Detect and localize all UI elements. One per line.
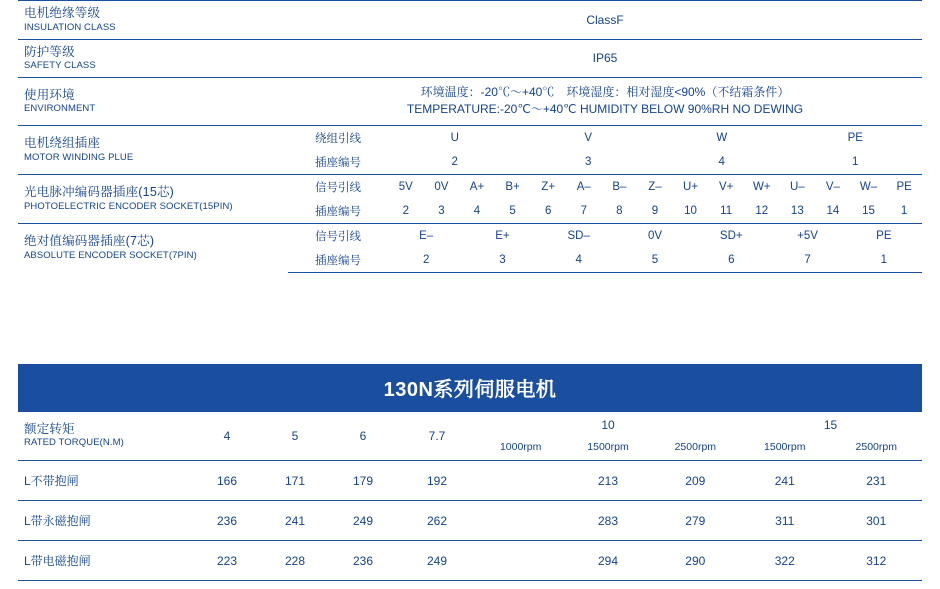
encoder15-signal-values (388, 177, 922, 197)
table-row (18, 174, 922, 199)
speed-cell: 2500rpm (674, 441, 717, 453)
row-value-insulation-class: ClassF (288, 1, 922, 40)
group-10-values (477, 541, 739, 581)
cell: 0V (647, 229, 663, 242)
encoder7-socketno-row (288, 248, 922, 273)
winding-signal-values (388, 128, 922, 148)
speed-cell: 2500rpm (855, 441, 897, 453)
cell: 3 (499, 253, 506, 266)
header-col-5: 5 (261, 412, 329, 461)
cell: Z+ (541, 180, 556, 193)
cell: 192 (397, 461, 477, 501)
specification-table (18, 0, 922, 273)
row-label-permanent-magnet-brake: L带永磁抱闸 (18, 501, 193, 541)
cell: 5 (509, 204, 516, 217)
cell: 6 (728, 253, 735, 266)
cell: E– (419, 229, 434, 242)
cell: PE (876, 229, 892, 242)
row-label-motor-winding-socket: 电机绕组插座 MOTOR WINDING PLUE (18, 125, 288, 174)
cell: 1 (900, 204, 908, 217)
cell: PE (847, 131, 863, 144)
group-15-speeds (739, 439, 922, 453)
cell: 223 (193, 541, 261, 581)
cell: 231 (866, 473, 887, 488)
cell: A– (576, 180, 591, 193)
table-header-row (18, 412, 922, 461)
winding-signal-row (288, 125, 922, 150)
header-group-15 (739, 412, 922, 461)
cell: U (450, 131, 459, 144)
header-col-7-7: 7.7 (397, 412, 477, 461)
cell: 12 (755, 204, 769, 217)
cell: 279 (685, 513, 706, 528)
cell: Z– (648, 180, 662, 193)
cell: W– (859, 180, 878, 193)
encoder7-signal-label: 信号引线 (315, 230, 361, 243)
encoder7-socketno-values (388, 250, 922, 270)
row-label-without-brake: L不带抱闸 (18, 461, 193, 501)
cell: 0V (434, 180, 449, 193)
cell: 294 (597, 553, 618, 568)
cell: 166 (193, 461, 261, 501)
cell: 322 (774, 553, 795, 568)
cell: 249 (397, 541, 477, 581)
cell: 209 (685, 473, 706, 488)
pin-row (288, 126, 922, 150)
cell: B+ (505, 180, 520, 193)
row-label-insulation-class: 电机绝缘等级 INSULATION CLASS (18, 1, 288, 40)
encoder15-signal-row (288, 174, 922, 199)
speed-cell: 1000rpm (499, 441, 542, 453)
cell: 11 (720, 204, 733, 217)
row-value-safety-class: IP65 (288, 39, 922, 78)
cell (477, 514, 564, 528)
cell: 5V (398, 180, 413, 193)
encoder15-socketno-label: 插座编号 (315, 205, 361, 218)
group-15-values (739, 501, 922, 541)
cell: 262 (397, 501, 477, 541)
cell: 7 (580, 204, 587, 217)
cell: 228 (261, 541, 329, 581)
encoder7-socketno-label: 插座编号 (315, 254, 361, 267)
cell: E+ (495, 229, 510, 242)
cell: +5V (797, 229, 818, 242)
winding-socketno-values (388, 152, 922, 172)
cell: 2 (402, 204, 409, 217)
group-10-values (477, 501, 739, 541)
table-row (18, 39, 922, 78)
cell: 179 (329, 461, 397, 501)
winding-socketno-row (288, 150, 922, 175)
cell: 236 (329, 541, 397, 581)
encoder15-socketno-values (388, 201, 922, 221)
pin-row (288, 150, 922, 174)
cell: 1 (880, 253, 888, 266)
cell: PE (896, 180, 912, 193)
cell: 4 (575, 253, 582, 266)
header-col-4: 4 (193, 412, 261, 461)
table-row (18, 78, 922, 126)
winding-signal-label: 绕组引线 (315, 132, 361, 145)
cell: 4 (718, 155, 725, 168)
cell: 311 (775, 513, 795, 528)
cell: 290 (685, 553, 706, 568)
group-10-speeds (477, 439, 739, 453)
cell: 171 (261, 461, 329, 501)
table-row (18, 1, 922, 40)
encoder15-signal-label: 信号引线 (315, 181, 361, 194)
encoder7-signal-row (288, 223, 922, 248)
cell: SD– (567, 229, 590, 242)
cell: V+ (718, 180, 734, 193)
table-row (18, 461, 922, 501)
header-group-10 (477, 412, 739, 461)
environment-line-en: TEMPERATURE:-20℃～+40℃ HUMIDITY BELOW 90%RH NO DEWING (406, 102, 804, 117)
encoder15-socketno-row (288, 199, 922, 224)
cell: 2 (451, 155, 458, 168)
row-label-electromagnetic-brake: L带电磁抱闸 (18, 541, 193, 581)
cell (477, 474, 564, 488)
pin-row (288, 248, 922, 272)
cell: 249 (329, 501, 397, 541)
table-row (18, 125, 922, 150)
torque-section (18, 364, 922, 581)
cell: 301 (866, 513, 887, 528)
cell: V– (825, 180, 840, 193)
table-row (18, 223, 922, 248)
encoder7-signal-values (388, 226, 922, 246)
cell: 5 (651, 253, 659, 266)
group-15-values (739, 541, 922, 581)
cell: B– (612, 180, 627, 193)
cell: 13 (790, 204, 804, 217)
pin-row (288, 199, 922, 223)
winding-socketno-label: 插座编号 (315, 156, 361, 169)
cell: 312 (866, 553, 887, 568)
cell: V (584, 131, 593, 144)
cell: 14 (826, 204, 840, 217)
cell: 213 (597, 473, 618, 488)
cell: 3 (438, 204, 445, 217)
table-row (18, 501, 922, 541)
cell: U+ (683, 180, 699, 193)
cell: 6 (544, 204, 552, 217)
row-value-environment (288, 78, 922, 126)
torque-section-title: 130N系列伺服电机 (18, 364, 922, 412)
cell: 241 (774, 473, 795, 488)
cell: 2 (422, 253, 430, 266)
cell: 4 (473, 204, 481, 217)
row-label-safety-class: 防护等级 SAFETY CLASS (18, 39, 288, 78)
cell: 10 (684, 204, 697, 217)
pin-row (288, 175, 922, 199)
torque-table (18, 412, 922, 581)
cell: SD+ (719, 229, 743, 242)
cell: 1 (852, 155, 859, 168)
group-15-name: 15 (823, 418, 838, 432)
header-label-rated-torque: 额定转矩 RATED TORQUE(N.M) (18, 412, 193, 461)
group-10-name: 10 (601, 418, 615, 432)
cell: 3 (585, 155, 592, 168)
cell: 8 (616, 204, 623, 217)
cell: 236 (193, 501, 261, 541)
pin-row (288, 224, 922, 248)
cell: A+ (469, 180, 485, 193)
cell: 241 (261, 501, 329, 541)
group-10-values (477, 461, 739, 501)
table-row (18, 541, 922, 581)
environment-line-cn: 环境温度：-20℃～+40℃ 环境湿度：相对湿度<90%（不结霜条件） (420, 85, 790, 99)
cell: 15 (862, 204, 875, 217)
cell: 7 (804, 253, 811, 266)
row-label-environment: 使用环境 ENVIRONMENT (18, 78, 288, 126)
header-col-6: 6 (329, 412, 397, 461)
row-label-absolute-encoder-socket: 绝对值编码器插座(7芯) ABSOLUTE ENCODER SOCKET(7PIN) (18, 223, 288, 272)
cell: 283 (597, 513, 618, 528)
cell: 9 (651, 204, 659, 217)
cell (477, 554, 564, 568)
speed-cell: 1500rpm (587, 441, 629, 453)
group-15-values (739, 461, 922, 501)
row-label-photoelectric-encoder-socket: 光电脉冲编码器插座(15芯) PHOTOELECTRIC ENCODER SOCKET(15PIN) (18, 174, 288, 223)
cell: W (716, 131, 728, 144)
speed-cell: 1500rpm (764, 441, 806, 453)
cell: U– (789, 180, 805, 193)
cell: W+ (752, 180, 771, 193)
